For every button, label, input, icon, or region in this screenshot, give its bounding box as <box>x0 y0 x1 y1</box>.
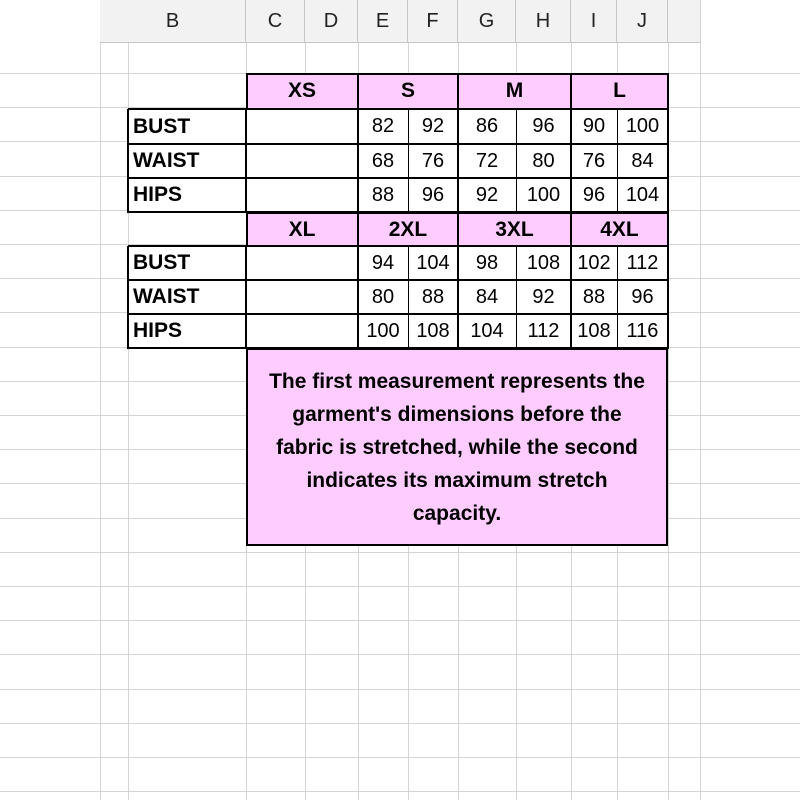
measurement-cell[interactable]: 72 <box>458 144 516 178</box>
cell-border <box>570 246 572 349</box>
cell-border <box>128 279 668 281</box>
measurement-cell[interactable] <box>246 109 305 144</box>
cell-border <box>128 245 668 247</box>
grid-vline <box>700 0 701 800</box>
measurement-cell[interactable]: 86 <box>458 109 516 144</box>
grid-hline <box>0 552 800 553</box>
cell-border <box>667 109 669 213</box>
measurement-cell[interactable]: 108 <box>408 314 458 348</box>
cell-border <box>457 73 459 109</box>
cell-border <box>128 143 668 145</box>
column-header-i[interactable]: I <box>571 0 617 42</box>
measurement-cell[interactable]: 88 <box>408 280 458 314</box>
cell-border <box>570 73 572 109</box>
cell-border <box>357 109 359 213</box>
cell-border <box>667 246 669 349</box>
column-header-j[interactable]: J <box>617 0 668 42</box>
measurement-cell[interactable] <box>246 144 305 178</box>
grid-hline <box>0 757 800 758</box>
measurement-cell[interactable]: 92 <box>408 109 458 144</box>
size-header-2xl[interactable]: 2XL <box>358 212 458 248</box>
measurement-cell[interactable]: 82 <box>358 109 408 144</box>
note-box[interactable] <box>246 348 668 546</box>
grid-hline <box>0 620 800 621</box>
size-header-3xl[interactable]: 3XL <box>458 212 571 248</box>
measurement-cell[interactable]: 92 <box>458 178 516 212</box>
measurement-cell[interactable]: 112 <box>617 246 668 280</box>
measurement-cell[interactable]: 102 <box>571 246 617 280</box>
cell-border <box>570 109 572 213</box>
cell-border <box>457 212 459 246</box>
measurement-cell[interactable]: 96 <box>516 109 571 144</box>
column-header-e[interactable]: E <box>358 0 408 42</box>
measurement-cell[interactable] <box>305 178 358 212</box>
cell-border <box>408 109 409 212</box>
measurement-cell[interactable] <box>305 280 358 314</box>
cell-border <box>128 313 668 315</box>
measurement-cell[interactable]: 108 <box>516 246 571 280</box>
row-label-bust[interactable]: BUST <box>128 246 246 280</box>
cell-border <box>246 212 248 246</box>
size-header-s[interactable]: S <box>358 73 458 109</box>
cell-border <box>357 246 359 349</box>
measurement-cell[interactable] <box>246 246 305 280</box>
measurement-cell[interactable]: 90 <box>571 109 617 144</box>
measurement-cell[interactable]: 76 <box>571 144 617 178</box>
cell-border <box>127 109 129 213</box>
column-header-h[interactable]: H <box>516 0 571 42</box>
cell-border <box>245 109 247 213</box>
grid-hline <box>0 723 800 724</box>
measurement-cell[interactable]: 108 <box>571 314 617 348</box>
cell-border <box>246 73 248 109</box>
cell-border <box>457 109 459 213</box>
cell-border <box>617 109 618 212</box>
cell-border <box>667 212 669 246</box>
cell-border <box>457 246 459 349</box>
measurement-cell[interactable]: 68 <box>358 144 408 178</box>
row-label-hips[interactable]: HIPS <box>128 314 246 348</box>
measurement-cell[interactable]: 112 <box>516 314 571 348</box>
measurement-cell[interactable]: 100 <box>358 314 408 348</box>
grid-hline <box>0 654 800 655</box>
cell-border <box>617 246 618 348</box>
measurement-cell[interactable]: 104 <box>458 314 516 348</box>
measurement-cell[interactable]: 76 <box>408 144 458 178</box>
cell-border <box>516 109 517 212</box>
column-header-f[interactable]: F <box>408 0 458 42</box>
note-text: The first measurement represents the garment's dimensions before the fabric is stretched, while the second indicates its maximum stretch capacity. <box>269 369 645 525</box>
cell-border <box>128 108 668 110</box>
measurement-cell[interactable] <box>246 280 305 314</box>
measurement-cell[interactable]: 84 <box>458 280 516 314</box>
size-header-m[interactable]: M <box>458 73 571 109</box>
grid-vline <box>100 0 101 800</box>
measurement-cell[interactable]: 80 <box>358 280 408 314</box>
measurement-cell[interactable] <box>305 109 358 144</box>
measurement-cell[interactable]: 96 <box>408 178 458 212</box>
measurement-cell[interactable]: 80 <box>516 144 571 178</box>
cell-border <box>128 177 668 179</box>
column-header-g[interactable]: G <box>458 0 516 42</box>
grid-hline <box>0 586 800 587</box>
cell-border <box>127 246 129 349</box>
measurement-cell[interactable]: 96 <box>571 178 617 212</box>
size-header-xl[interactable]: XL <box>246 212 358 248</box>
measurement-cell[interactable]: 84 <box>617 144 668 178</box>
measurement-cell[interactable]: 98 <box>458 246 516 280</box>
grid-hline <box>0 689 800 690</box>
measurement-cell[interactable] <box>305 314 358 348</box>
cell-border <box>570 212 572 246</box>
measurement-cell[interactable]: 88 <box>571 280 617 314</box>
measurement-cell[interactable]: 104 <box>408 246 458 280</box>
column-header-bar <box>100 0 700 43</box>
measurement-cell[interactable]: 96 <box>617 280 668 314</box>
cell-border <box>667 73 669 109</box>
measurement-cell[interactable] <box>305 144 358 178</box>
measurement-cell[interactable]: 94 <box>358 246 408 280</box>
column-header-c[interactable]: C <box>246 0 305 42</box>
measurement-cell[interactable]: 116 <box>617 314 668 348</box>
size-header-l[interactable]: L <box>571 73 668 109</box>
measurement-cell[interactable]: 100 <box>617 109 668 144</box>
size-header-xs[interactable]: XS <box>246 73 358 109</box>
row-label-waist[interactable]: WAIST <box>128 144 246 178</box>
cell-border <box>245 246 247 349</box>
row-label-hips[interactable]: HIPS <box>128 178 246 212</box>
row-label-bust[interactable]: BUST <box>128 109 246 144</box>
cell-border <box>357 212 359 246</box>
column-header-b[interactable]: B <box>100 0 246 42</box>
measurement-cell[interactable]: 104 <box>617 178 668 212</box>
measurement-cell[interactable]: 92 <box>516 280 571 314</box>
cell-border <box>357 73 359 109</box>
measurement-cell[interactable] <box>305 246 358 280</box>
measurement-cell[interactable] <box>246 314 305 348</box>
grid-hline <box>0 791 800 792</box>
measurement-cell[interactable] <box>246 178 305 212</box>
measurement-cell[interactable]: 100 <box>516 178 571 212</box>
cell-border <box>516 246 517 348</box>
column-header-d[interactable]: D <box>305 0 358 42</box>
size-header-4xl[interactable]: 4XL <box>571 212 668 248</box>
measurement-cell[interactable]: 88 <box>358 178 408 212</box>
cell-border <box>408 246 409 348</box>
row-label-waist[interactable]: WAIST <box>128 280 246 314</box>
